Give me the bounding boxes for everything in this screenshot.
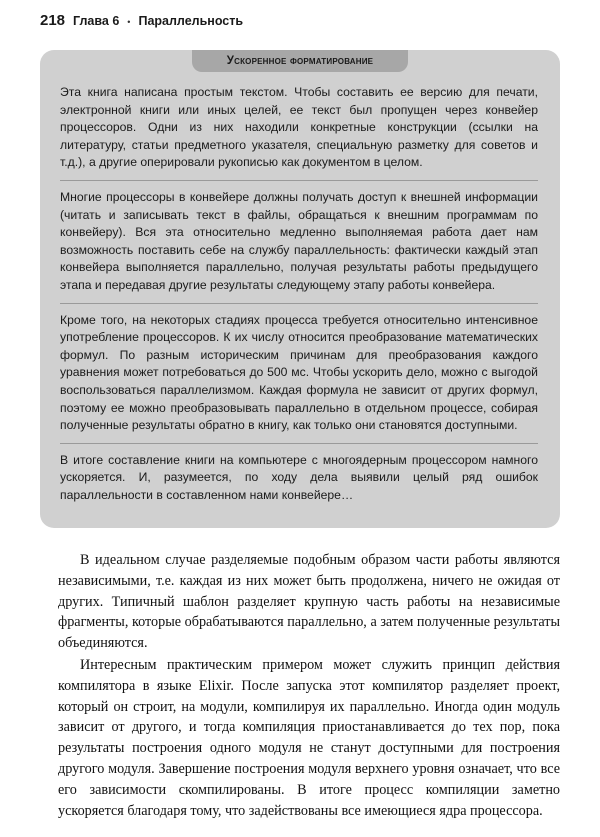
sidebar-paragraph-2: Многие процессоры в конвейере должны получать доступ к внешней информации (читать и записывать текст в файлы, обращаться к внешним программам по конвейеру). Вся эта относительно медленно выполняемая работа дает нам возможность поставить себе на службу параллельность: фактически каждый этап конвейера выполняется параллельно, получая результаты работы предыдущего этапа и передавая другие результаты следующему этапу работы конвейера. — [60, 189, 538, 292]
sidebar-title: Ускоренное форматирование — [192, 50, 408, 72]
sidebar-paragraph-4: В итоге составление книги на компьютере с многоядерным процессором намного ускоряется. И, разумеется, по ходу дела выявили целый ряд ошибок параллельности в составленном нами конвейере… — [60, 452, 538, 502]
sidebar-divider — [60, 180, 538, 181]
sidebar-paragraph-3: Кроме того, на некоторых стадиях процесса требуется относительно интенсивное употребление процессоров. К их числу относится преобразование математических формул. По разным историческим причинам для преобразования каждого уравнения может потребоваться до 500 мс. Чтобы ускорить дело, можно с выгодой воспользоваться параллелизмом. Каждая формула не зависит от других формул, поэтому ее можно преобразовывать параллельно в отдельном процессе, собирая полученные результаты обратно в книгу, как только они становятся доступными. — [60, 312, 538, 433]
sidebar-body — [60, 84, 538, 504]
main-body-text — [58, 550, 560, 821]
body-paragraph-1: В идеальном случае разделяемые подобным образом части работы являются независимыми, т.е. каждая из них может быть продолжена, ничего не ожидая от других. Типичный шаблон разделяет крупную часть работы на независимые фрагменты, которые обрабатываются параллельно, а затем полученные результаты объединяются. — [58, 552, 560, 652]
header-separator: • — [127, 17, 131, 27]
sidebar-divider — [60, 443, 538, 444]
section-label: Параллельность — [138, 14, 244, 28]
chapter-label: Глава 6 — [73, 14, 120, 28]
sidebar-paragraph-1: Эта книга написана простым текстом. Чтобы составить ее версию для печати, электронной книги или иных целей, ее текст был пропущен через конвейер процессоров. Одни из них находили конкретные конструкции (ссылки на литературу, статьи предметного указателя, специальную разметку для советов и т.д.), а другие оперировали рукописью как документом в целом. — [60, 85, 538, 170]
page-number: 218 — [40, 12, 66, 29]
body-paragraph-2: Интересным практическим примером может служить принцип действия компилятора в языке Elixir. После запуска этот компилятор разделяет проект, который он строит, на модули, компилируя их параллельно. Иногда один модуль зависит от другого, и тогда компиляция приостанавливается до тех пор, пока результаты построения одного модуля не станут доступными для построения другого модуля. Завершение построения модуля верхнего уровня означает, что все его зависимости скомпилированы. В итоге процесс компиляции заметно ускоряется благодаря тому, что задействованы все имеющиеся ядра процессора. — [58, 656, 560, 819]
sidebar-divider — [60, 303, 538, 304]
running-header — [40, 12, 560, 36]
sidebar-box — [40, 50, 560, 528]
